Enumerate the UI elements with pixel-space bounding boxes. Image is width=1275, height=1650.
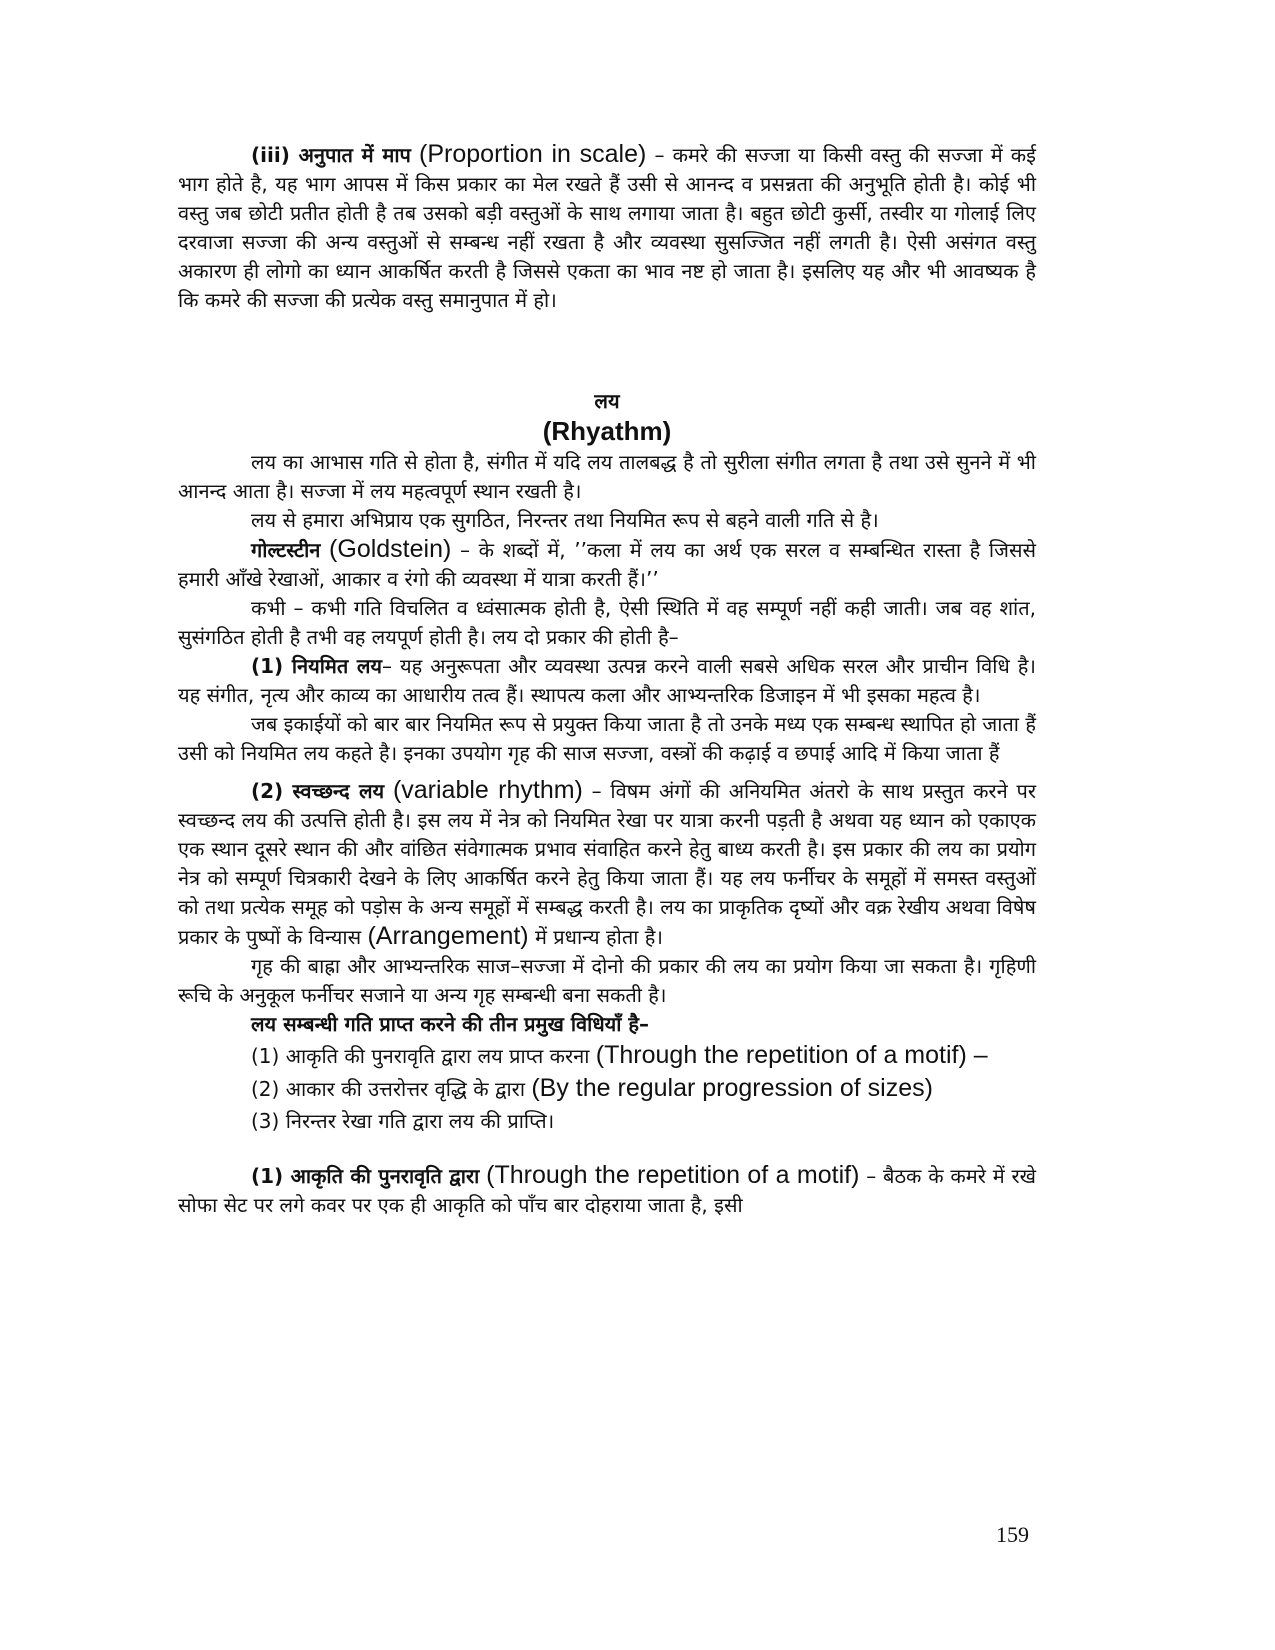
goldstein-label: गोल्टस्टीन bbox=[251, 538, 321, 562]
section-iii-label-en: (Proportion in scale) bbox=[419, 140, 647, 168]
variable-rhythm-text-a: – विषम अंगों की अनियमित अंतरो के साथ प्रस्तुत करने पर स्वच्छन्द लय की उत्पत्ति होती है। इस लय में नेत्र को नियमित रेखा पर यात्रा करनी पड़ती है अथवा यह ध्यान को एकाएक एक स्थान दूसरे स्थान की और वांछित संवेगात्मक प्रभाव संवाहित करने हेतु बाध्य करती है। इस प्रकार की लय का प्रयोग नेत्र को सम्पूर्ण चित्रकारी देखने के लिए आकर्षित करने हेतु किया जाता हैं। यह लय फर्नीचर के समूहों में समस्त वस्तुओं को तथा प्रत्येक समूह को पड़ोस के अन्य समूहों में सम्बद्ध करती है। लय का प्राकृतिक दृष्यों और वक्र रेखीय अथवा विषेष प्रकार के पुष्पों के विन्यास bbox=[178, 779, 1036, 949]
method-2-english: (By the regular progression of sizes) bbox=[531, 1074, 933, 1102]
regular-rhythm-label: (1) नियमित लय bbox=[251, 654, 383, 678]
section-iii-label: (iii) अनुपात में माप bbox=[251, 143, 411, 167]
spacer bbox=[178, 1137, 1036, 1161]
document-page bbox=[178, 140, 1036, 1220]
final-text: – बैठक के कमरे में रखे सोफा सेट पर लगे कवर पर एक ही आकृति को पाँच बार दोहराया जाता है, इसी bbox=[178, 1164, 1037, 1217]
method-1-hindi: (1) आकृति की पुनरावृति द्वारा लय प्राप्त करना bbox=[251, 1044, 596, 1068]
section-heading-hindi: लय bbox=[594, 389, 620, 413]
paragraph-regular-rhythm bbox=[178, 652, 1036, 710]
variable-rhythm-label-en: (variable rhythm) bbox=[392, 776, 583, 804]
methods-heading: लय सम्बन्धी गति प्राप्त करने की तीन प्रमुख विधियाँ है– bbox=[251, 1012, 649, 1036]
paragraph-variable-rhythm bbox=[178, 776, 1036, 952]
section-iii-paragraph bbox=[178, 140, 1036, 315]
paragraph-4: कभी – कभी गति विचलित व ध्वंसात्मक होती है, ऐसी स्थिति में वह सम्पूर्ण नहीं कही जाती। जब वह शांत, सुसंगठित होती है तभी वह लयपूर्ण होती है। लय दो प्रकार की होती है– bbox=[178, 596, 1036, 649]
page-number: 159 bbox=[996, 1522, 1029, 1547]
section-heading-english: (Rhyathm) bbox=[542, 416, 672, 446]
goldstein-label-en: (Goldstein) bbox=[329, 535, 452, 563]
final-label-en: (Through the repetition of a motif) bbox=[486, 1161, 860, 1189]
method-2-hindi: (2) आकार की उत्तरोत्तर वृद्धि के द्वारा bbox=[251, 1077, 532, 1101]
paragraph-8: गृह की बाह्रा और आभ्यन्तरिक साज–सज्जा में दोनो की प्रकार की लय का प्रयोग किया जा सकता है। गृहिणी रूचि के अनुकूल फर्नीचर सजाने या अन्य गृह सम्बन्धी बना सकती है। bbox=[178, 954, 1036, 1007]
regular-rhythm-text: – यह अनुरूपता और व्यवस्था उत्पन्न करने वाली सबसे अधिक सरल और प्राचीन विधि है। यह संगीत, नृत्य और काव्य का आधारीय तत्व हैं। स्थापत्य कला और आभ्यन्तरिक डिजाइन में भी इसका महत्व है। bbox=[178, 654, 1036, 707]
method-3: (3) निरन्तर रेखा गति द्वारा लय की प्राप्ति। bbox=[251, 1109, 555, 1133]
paragraph-goldstein bbox=[178, 535, 1036, 594]
final-label: (1) आकृति की पुनरावृति द्वारा bbox=[251, 1164, 480, 1188]
variable-rhythm-label: (2) स्वच्छन्द लय bbox=[251, 779, 385, 803]
paragraph-1: लय का आभास गति से होता है, संगीत में यदि लय तालबद्ध है तो सुरीला संगीत लगता है तथा उसे सुनने में भी आनन्द आता है। सज्जा में लय महत्वपूर्ण स्थान रखती है। bbox=[178, 450, 1036, 503]
method-2 bbox=[178, 1072, 1036, 1105]
method-1-english: (Through the repetition of a motif) – bbox=[595, 1041, 988, 1069]
section-iii-text: – कमरे की सज्जा या किसी वस्तु की सज्जा में कई भाग होते है, यह भाग आपस में किस प्रकार का मेल रखते हैं उसी से आनन्द व प्रसन्नता की अनुभूति होती है। कोई भी वस्तु जब छोटी प्रतीत होती है तब उसको बड़ी वस्तुओं के साथ लगाया जाता है। बहुत छोटी कुर्सी, तस्वीर या गोलाई लिए दरवाजा सज्जा की अन्य वस्तुओं से सम्बन्ध नहीं रखता है और व्यवस्था सुसज्जित नहीं लगती है। ऐसी असंगत वस्तु अकारण ही लोगो का ध्यान आकर्षित करती है जिससे एकता का भाव नष्ट हो जाता है। इसलिए यह और भी आवष्यक है कि कमरे की सज्जा की प्रत्येक वस्तु समानुपात में हो। bbox=[178, 143, 1037, 312]
paragraph-6: जब इकाईयों को बार बार नियमित रूप से प्रयुक्त किया जाता है तो उनके मध्य एक सम्बन्ध स्थापित हो जाता हैं उसी को नियमित लय कहते है। इनका उपयोग गृह की साज सज्जा, वस्त्रों की कढ़ाई व छपाई आदि में किया जाता हैं bbox=[178, 712, 1036, 765]
variable-rhythm-text-b: में प्रधान्य होता है। bbox=[528, 925, 663, 949]
goldstein-text: – के शब्दों में, ’’कला में लय का अर्थ एक सरल व सम्बन्धित रास्ता है जिससे हमारी आँखे रेखाओं, आकार व रंगो की व्यवस्था में यात्रा करती हैं।’’ bbox=[178, 538, 1036, 591]
paragraph-2: लय से हमारा अभिप्राय एक सुगठित, निरन्तर तथा नियमित रूप से बहने वाली गति से है। bbox=[251, 508, 879, 532]
method-1 bbox=[178, 1039, 1036, 1072]
final-paragraph bbox=[178, 1161, 1036, 1220]
arrangement-term: (Arrangement) bbox=[367, 922, 529, 950]
